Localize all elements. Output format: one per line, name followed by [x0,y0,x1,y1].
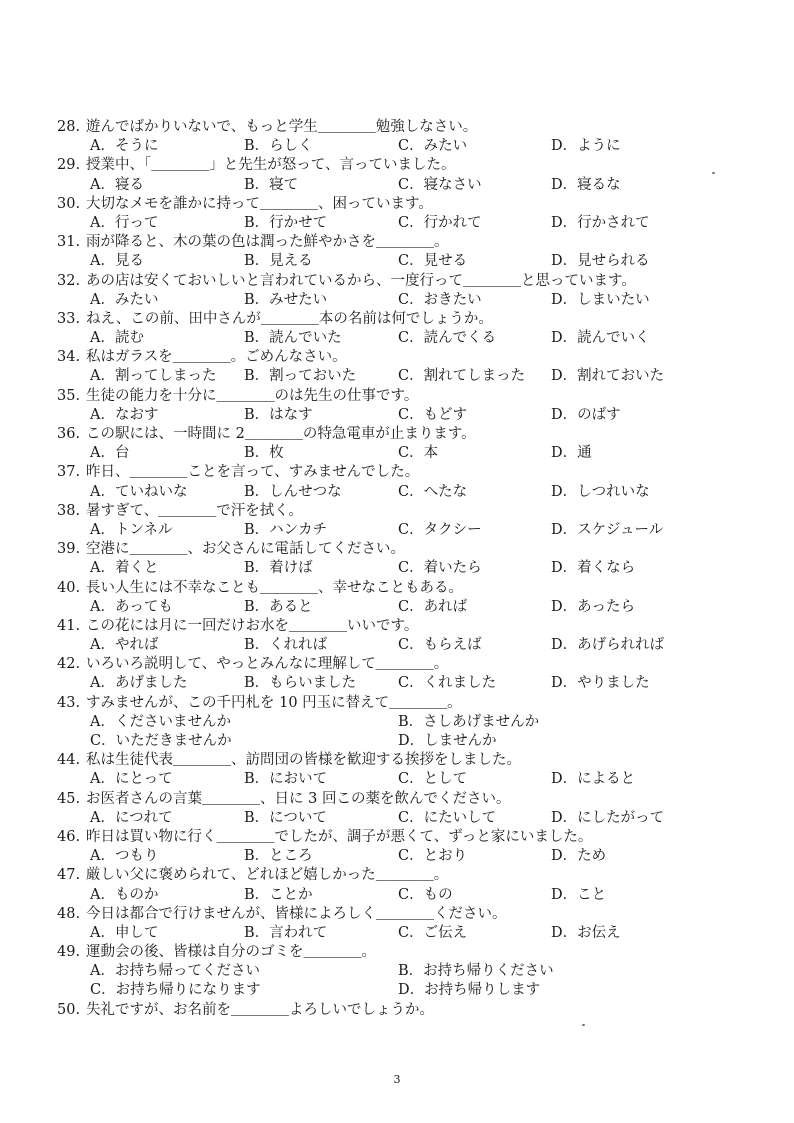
answer-option: B．みせたい [244,291,328,308]
answer-option: A．寝る [90,176,144,193]
answer-option: B．しんせつな [244,483,342,500]
question-stem-line [57,790,747,809]
options-row [57,252,747,271]
question-number: 44. [57,752,81,769]
answer-option: A．ものか [90,886,159,903]
question-stem-line [57,310,747,329]
question-number: 49. [57,944,81,961]
answer-option: B．もらいました [244,675,357,692]
options-row [57,367,747,386]
answer-option: B．らしく [244,138,313,155]
options-row [57,886,747,905]
options-row [57,598,747,617]
answer-option: D．行かされて [551,214,650,231]
answer-option: A．みたい [90,291,159,308]
question-stem: 昨日、＿＿＿＿ことを言って、すみませんでした。 [86,464,420,481]
question-stem-line [57,828,747,847]
question-stem: 運動会の後、皆様は自分のゴミを＿＿＿＿。 [86,944,376,961]
question-item [57,617,747,655]
question-item [57,195,747,233]
answer-option: D．あったら [551,598,635,615]
question-stem-line [57,348,747,367]
answer-option: A．やれば [90,637,159,654]
question-number: 32. [57,272,81,289]
answer-option: C．行かれて [398,214,482,231]
question-item [57,694,747,752]
question-stem: 雨が降ると、木の葉の色は潤った鮮やかさを＿＿＿＿。 [86,234,449,251]
answer-option: A．なおす [90,406,159,423]
answer-option: C．として [398,771,468,788]
options-row [57,214,747,233]
question-stem: 失礼ですが、お名前を＿＿＿＿よろしいでしょうか。 [86,1001,434,1018]
answer-option: B．ところ [244,848,313,865]
question-number: 37. [57,464,81,481]
options-row [57,329,747,348]
answer-option: C．着いたら [398,560,482,577]
question-number: 39. [57,541,81,558]
question-stem: 私はガラスを＿＿＿＿。ごめんなさい。 [86,349,347,366]
question-number: 28. [57,119,81,135]
question-stem-line [57,118,747,137]
question-stem: 昨日は買い物に行く＿＿＿＿でしたが、調子が悪くて、ずっと家にいました。 [86,828,593,845]
answer-option: D．見せられる [551,253,650,270]
scan-speck [582,1024,585,1026]
options-row [57,809,747,828]
answer-option: B．見える [244,253,313,270]
question-stem-line [57,233,747,252]
question-stem-line [57,502,747,521]
question-number: 42. [57,656,81,673]
options-row [57,483,747,502]
answer-option: C．読んでくる [398,330,497,347]
question-item [57,943,747,1001]
answer-option: D．読んでいく [551,330,650,347]
answer-option: D．しまいたい [551,291,650,308]
answer-option: C．もの [398,886,453,903]
question-item [57,905,747,943]
question-stem-line [57,156,747,175]
question-stem: 空港に＿＿＿＿、お父さんに電話してください。 [86,541,405,558]
question-stem: 生徒の能力を十分に＿＿＿＿のは先生の仕事です。 [86,387,419,404]
question-number: 41. [57,617,81,634]
question-number: 50. [57,1001,81,1018]
question-item [57,272,747,310]
question-stem-line [57,617,747,636]
answer-option: D．寝るな [551,176,621,193]
question-item [57,425,747,463]
question-item [57,310,747,348]
question-stem-line [57,195,747,214]
answer-option: B．行かせて [244,214,328,231]
answer-option: D．ため [551,848,607,865]
question-number: 40. [57,579,81,596]
answer-option: B．読んでいた [244,330,342,347]
answer-option: B．はなす [244,406,313,423]
answer-option: B．言われて [244,924,328,941]
answer-option: D．割れておいた [551,368,665,385]
options-row [57,847,747,866]
question-stem: この駅には、一時間に 2＿＿＿＿の特急電車が止まります。 [86,426,476,442]
answer-option: D．のばす [551,406,621,423]
answer-option: A．読む [90,330,144,347]
answer-option: A．につれて [90,809,173,826]
question-number: 33. [57,310,81,327]
question-stem: お医者さんの言葉＿＿＿＿、日に 3 回この薬を飲んでください。 [86,790,511,807]
options-row [57,521,747,540]
question-stem: あの店は安くておいしいと言われているから、一度行って＿＿＿＿と思っています。 [86,272,636,289]
answer-option: A．にとって [90,771,173,788]
question-item [57,118,747,156]
answer-option: A．あっても [90,598,173,615]
options-row [57,559,747,578]
question-number: 30. [57,195,81,212]
options-row [57,291,747,310]
answer-option: C．へたな [398,483,468,500]
answer-option: A．お持ち帰ってください [90,963,260,980]
answer-option: B．において [244,771,328,788]
options-row [57,137,747,156]
question-item [57,233,747,271]
answer-option: A．そうに [90,138,159,155]
question-item [57,790,747,828]
answer-option: C．にたいして [398,809,497,826]
question-number: 43. [57,694,81,711]
question-number: 31. [57,234,81,251]
options-row [57,674,747,693]
answer-option: B．お持ち帰りください [398,963,554,980]
answer-option: C．みたい [398,138,468,155]
question-number: 34. [57,349,81,366]
answer-option: C．あれば [398,598,468,615]
question-stem-line [57,540,747,559]
question-stem: 授業中、「＿＿＿＿」と先生が怒って、言っていました。 [86,157,456,174]
options-row [57,636,747,655]
answer-option: C．とおり [398,848,468,865]
answer-option: A．行って [90,214,159,231]
answer-option: A．くださいませんか [90,713,231,730]
question-stem-line [57,425,747,444]
question-item [57,1001,747,1020]
question-stem-line [57,272,747,291]
question-stem: ねえ、この前、田中さんが＿＿＿＿本の名前は何でしょうか。 [86,310,493,327]
options-row [57,924,747,943]
options-row [57,981,747,1000]
answer-option: B．ハンカチ [244,521,328,538]
question-stem-line [57,579,747,598]
question-stem: 私は生徒代表＿＿＿＿、訪問団の皆様を歓迎する挨拶をしました。 [86,752,521,769]
answer-option: B．ことか [244,886,313,903]
answer-option: B．くれれば [244,637,328,654]
answer-option: D．お伝え [551,924,621,941]
answer-option: D．通 [551,445,592,462]
question-stem: いろいろ説明して、やっとみんなに理解して＿＿＿＿。 [86,656,449,673]
question-number: 46. [57,828,81,845]
answer-option: B．あると [244,598,313,615]
question-stem: 長い人生には不幸なことも＿＿＿＿、幸せなこともある。 [86,579,463,596]
question-stem-line [57,694,747,713]
answer-option: D．スケジュール [551,521,664,538]
question-stem: 今日は都合で行けませんが、皆様によろしく＿＿＿＿ください。 [86,905,507,922]
question-number: 38. [57,502,81,519]
answer-option: D．しつれいな [551,483,650,500]
question-item [57,655,747,693]
options-row [57,962,747,981]
answer-option: D．によると [551,771,636,788]
answer-option: D．やりました [551,675,650,692]
answer-option: A．台 [90,445,130,462]
answer-option: A．あげました [90,675,188,692]
answer-option: B．について [244,809,327,826]
answer-option: C．いただきませんか [90,733,232,749]
answer-option: A．着くと [90,560,159,577]
answer-option: C．お持ち帰りになります [90,982,261,999]
question-stem: 厳しい父に褒められて、どれほど嬉しかった＿＿＿＿。 [86,867,449,884]
question-item [57,866,747,904]
answer-option: D．着くなら [551,560,636,577]
question-stem-line [57,1001,747,1020]
answer-option: C．もらえば [398,637,482,654]
answer-option: C．本 [398,445,439,462]
question-stem: 大切なメモを誰かに持って＿＿＿＿、困っています。 [86,195,433,212]
answer-option: C．おきたい [398,291,482,308]
question-stem-line [57,463,747,482]
question-item [57,502,747,540]
page-number: 3 [393,1073,401,1086]
answer-option: D．こと [551,886,607,903]
question-stem-line [57,943,747,962]
question-stem: すみませんが、この千円札を 10 円玉に替えて＿＿＿＿。 [86,694,462,711]
question-number: 36. [57,426,81,442]
question-item [57,828,747,866]
question-number: 47. [57,867,81,884]
answer-option: B．割っておいた [244,368,357,385]
scan-speck [712,172,715,174]
answer-option: C．くれました [398,675,497,692]
answer-option: A．申して [90,924,159,941]
question-stem-line [57,751,747,770]
answer-option: A．見る [90,253,144,270]
answer-option: A．ていねいな [90,483,188,500]
answer-option: B．枚 [244,445,284,462]
answer-option: C．ご伝え [398,924,468,941]
options-row [57,713,747,732]
answer-option: D．しませんか [398,733,497,749]
question-item [57,751,747,789]
question-item [57,387,747,425]
answer-option: B．寝て [244,176,299,193]
question-stem-line [57,866,747,885]
answer-option: A．トンネル [90,521,173,538]
options-row [57,732,747,751]
question-number: 48. [57,905,81,922]
options-row [57,406,747,425]
question-number: 35. [57,387,81,404]
answer-option: D．あげられれば [551,637,665,654]
question-number: 29. [57,157,81,174]
answer-option: A．つもり [90,848,159,865]
options-row [57,444,747,463]
question-item [57,540,747,578]
question-item [57,579,747,617]
question-list [57,118,747,1020]
answer-option: C．タクシー [398,521,482,538]
answer-option: D．ように [551,138,621,155]
options-row [57,770,747,789]
question-item [57,156,747,194]
question-stem-line [57,905,747,924]
answer-option: B．さしあげませんか [398,713,540,730]
answer-option: D．お持ち帰りします [398,982,541,999]
answer-option: C．見せる [398,253,468,270]
question-number: 45. [57,790,81,807]
question-stem-line [57,655,747,674]
answer-option: D．にしたがって [551,809,665,826]
answer-option: C．寝なさい [398,176,482,193]
options-row [57,176,747,195]
question-stem: 暑すぎて、＿＿＿＿で汗を拭く。 [86,502,303,519]
answer-option: C．もどす [398,406,468,423]
question-stem: 遊んでばかりいないで、もっと学生＿＿＿＿勉強しなさい。 [86,119,478,135]
answer-option: A．割ってしまった [90,368,217,385]
question-stem: この花には月に一回だけお水を＿＿＿＿いいです。 [86,617,419,634]
answer-option: C．割れてしまった [398,368,526,385]
question-stem-line [57,387,747,406]
answer-option: B．着けば [244,560,313,577]
question-item [57,463,747,501]
question-item [57,348,747,386]
